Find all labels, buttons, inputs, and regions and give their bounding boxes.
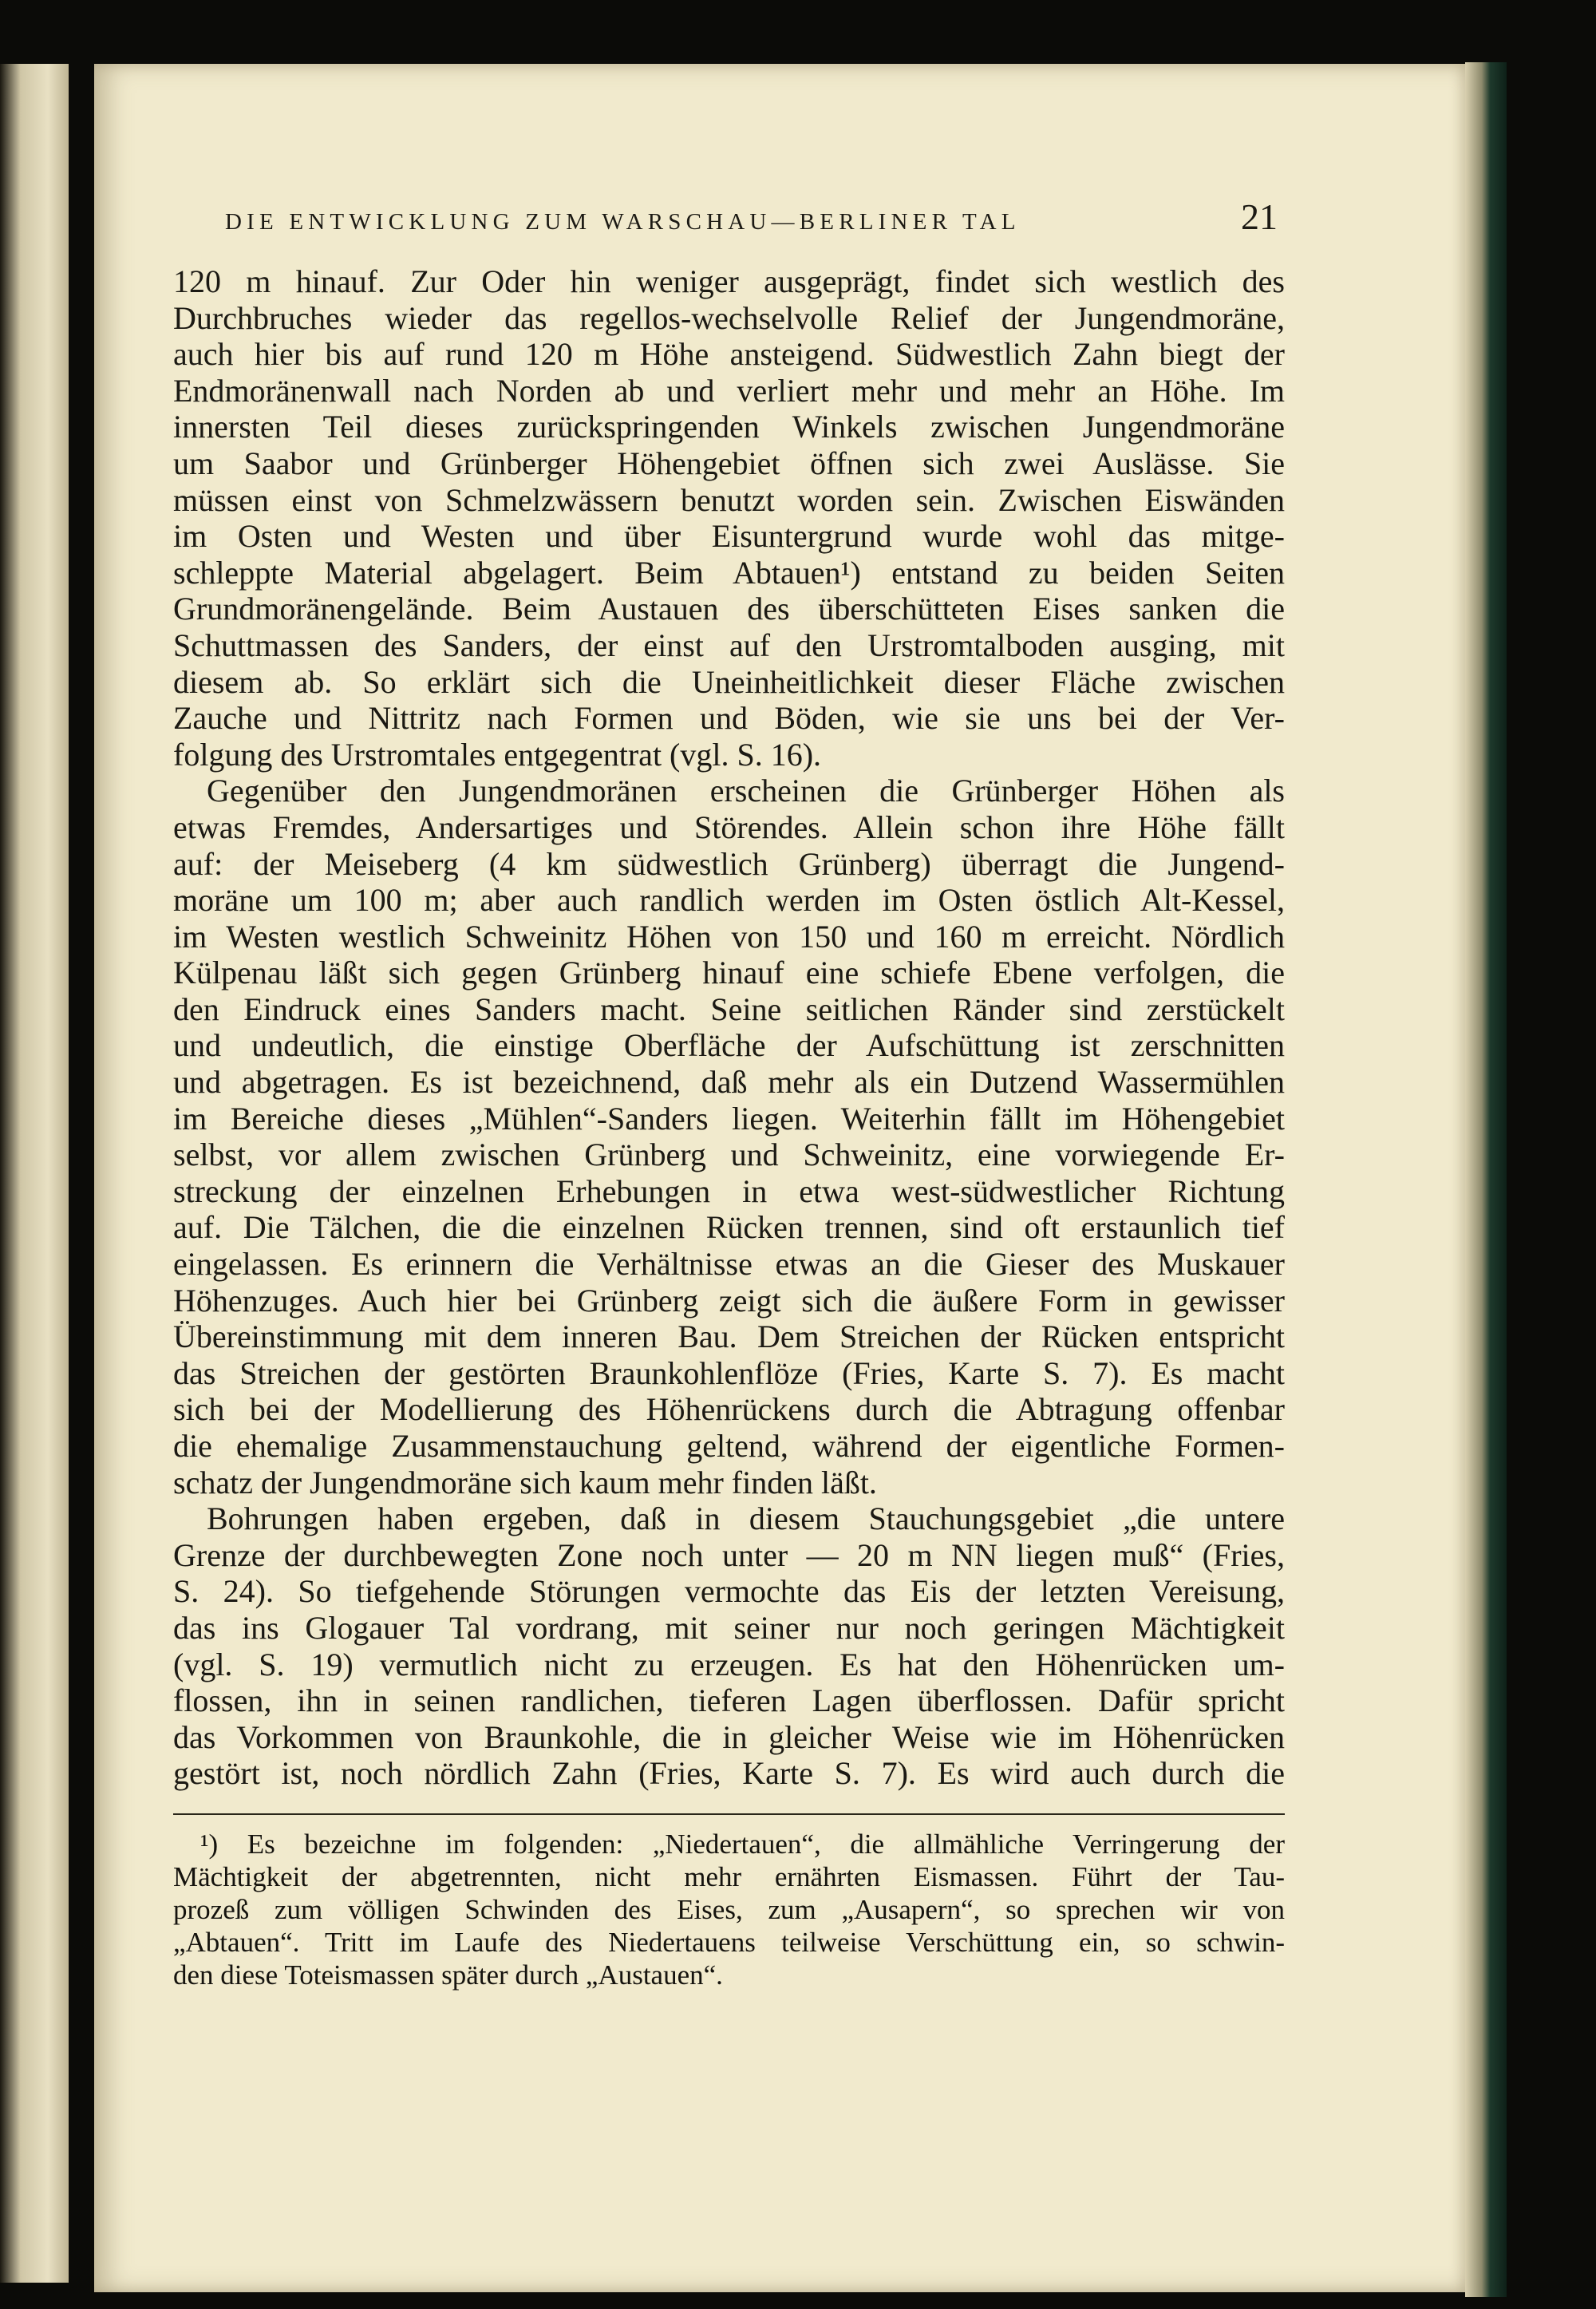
text-line: streckung der einzelnen Erhebungen in etwa west-südwestlicher Richtung (173, 1172, 1285, 1209)
text-line: schleppte Material abgelagert. Beim Abtauen¹) entstand zu beiden Seiten (173, 554, 1285, 591)
text-line: sich bei der Modellierung des Höhenrückens durch die Abtragung offenbar (173, 1391, 1285, 1428)
text-line: Zauche und Nittritz nach Formen und Böden, wie sie uns bei der Ver- (173, 700, 1285, 737)
text-line: das Vorkommen von Braunkohle, die in gleicher Weise wie im Höhenrücken (173, 1718, 1285, 1755)
text-line: S. 24). So tiefgehende Störungen vermochte das Eis der letzten Vereisung, (173, 1573, 1285, 1610)
text-line: im Bereiche dieses „Mühlen“-Sanders liegen. Weiterhin fällt im Höhengebiet (173, 1100, 1285, 1137)
text-line: auf. Die Tälchen, die die einzelnen Rücken trennen, sind oft erstaunlich tief (173, 1209, 1285, 1246)
book-spine-edge (1465, 62, 1507, 2297)
text-line: (vgl. S. 19) vermutlich nicht zu erzeugen. Es hat den Höhenrücken um- (173, 1646, 1285, 1682)
footnote-line: den diese Toteismassen später durch „Austauen“. (173, 1959, 723, 1991)
text-line: im Osten und Westen und über Eisuntergrund wurde wohl das mitge- (173, 518, 1285, 555)
text-line: flossen, ihn in seinen randlichen, tieferen Lagen überflossen. Dafür spricht (173, 1682, 1285, 1719)
footnote-rule (173, 1813, 1285, 1815)
text-line: innersten Teil dieses zurückspringenden Winkels zwischen Jungendmoräne (173, 409, 1285, 445)
text-line: und abgetragen. Es ist bezeichnend, daß mehr als ein Dutzend Wassermühlen (173, 1064, 1285, 1101)
text-line: auch hier bis auf rund 120 m Höhe ansteigend. Südwestlich Zahn biegt der (173, 336, 1285, 373)
text-line: müssen einst von Schmelzwässern benutzt worden sein. Zwischen Eiswänden (173, 481, 1285, 518)
page-number: 21 (1241, 196, 1278, 237)
text-line: und undeutlich, die einstige Oberfläche der Aufschüttung ist zerschnitten (173, 1027, 1285, 1064)
body-text (173, 263, 1285, 1792)
text-line: moräne um 100 m; aber auch randlich werden im Osten östlich Alt-Kessel, (173, 882, 1285, 919)
text-line: den Eindruck eines Sanders macht. Seine seitlichen Ränder sind zerstückelt (173, 990, 1285, 1027)
text-line: die ehemalige Zusammenstauchung geltend, während der eigentliche Formen- (173, 1428, 1285, 1464)
footnote-line: prozeß zum völligen Schwinden des Eises, zum „Ausapern“, so sprechen wir von (173, 1894, 1285, 1925)
text-line: schatz der Jungendmoräne sich kaum mehr finden läßt. (173, 1464, 877, 1500)
text-line: Schuttmassen des Sanders, der einst auf den Urstromtalboden ausging, mit (173, 627, 1285, 663)
text-line: Höhenzuges. Auch hier bei Grünberg zeigt sich die äußere Form in gewisser (173, 1282, 1285, 1319)
running-head: DIE ENTWICKLUNG ZUM WARSCHAU—BERLINER TAL (225, 209, 1021, 235)
text-line: das Streichen der gestörten Braunkohlenflöze (Fries, Karte S. 7). Es macht (173, 1354, 1285, 1391)
text-line: gestört ist, noch nördlich Zahn (Fries, Karte S. 7). Es wird auch durch die (173, 1755, 1285, 1792)
text-line: folgung des Urstromtales entgegentrat (vgl. S. 16). (173, 736, 822, 773)
footnote-line: ¹) Es bezeichne im folgenden: „Niedertauen“, die allmähliche Verringerung der (200, 1829, 1285, 1860)
text-line: im Westen westlich Schweinitz Höhen von 150 und 160 m erreicht. Nördlich (173, 918, 1285, 955)
text-line: Endmoränenwall nach Norden ab und verliert mehr und mehr an Höhe. Im (173, 372, 1285, 409)
footnote-line: „Abtauen“. Tritt im Laufe des Niedertauens teilweise Verschüttung ein, so schwin- (173, 1927, 1285, 1958)
text-line: etwas Fremdes, Andersartiges und Störendes. Allein schon ihre Höhe fällt (173, 809, 1285, 845)
text-line: Übereinstimmung mit dem inneren Bau. Dem Streichen der Rücken entspricht (173, 1319, 1285, 1355)
text-line: Grenze der durchbewegten Zone noch unter — 20 m NN liegen muß“ (Fries, (173, 1536, 1285, 1573)
text-line: Gegenüber den Jungendmoränen erscheinen die Grünberger Höhen als (207, 773, 1285, 809)
text-line: diesem ab. So erklärt sich die Uneinheitlichkeit dieser Fläche zwischen (173, 663, 1285, 700)
text-line: Külpenau läßt sich gegen Grünberg hinauf eine schiefe Ebene verfolgen, die (173, 955, 1285, 991)
left-page-edge (0, 64, 69, 2283)
text-line: das ins Glogauer Tal vordrang, mit seiner nur noch geringen Mächtigkeit (173, 1609, 1285, 1646)
text-line: um Saabor und Grünberger Höhengebiet öffnen sich zwei Auslässe. Sie (173, 445, 1285, 481)
footnote (173, 1828, 1285, 1991)
text-line: 120 m hinauf. Zur Oder hin weniger ausgeprägt, findet sich westlich des (173, 263, 1285, 299)
text-line: Grundmoränengelände. Beim Austauen des überschütteten Eises sanken die (173, 591, 1285, 627)
text-line: Durchbruches wieder das regellos-wechselvolle Relief der Jungendmoräne, (173, 299, 1285, 336)
text-line: eingelassen. Es erinnern die Verhältnisse etwas an die Gieser des Muskauer (173, 1246, 1285, 1283)
footnote-line: Mächtigkeit der abgetrennten, nicht mehr ernährten Eismassen. Führt der Tau- (173, 1861, 1285, 1892)
text-line: Bohrungen haben ergeben, daß in diesem Stauchungsgebiet „die untere (207, 1500, 1285, 1537)
text-line: auf: der Meiseberg (4 km südwestlich Grünberg) überragt die Jungend- (173, 845, 1285, 882)
text-line: selbst, vor allem zwischen Grünberg und Schweinitz, eine vorwiegende Er- (173, 1137, 1285, 1173)
